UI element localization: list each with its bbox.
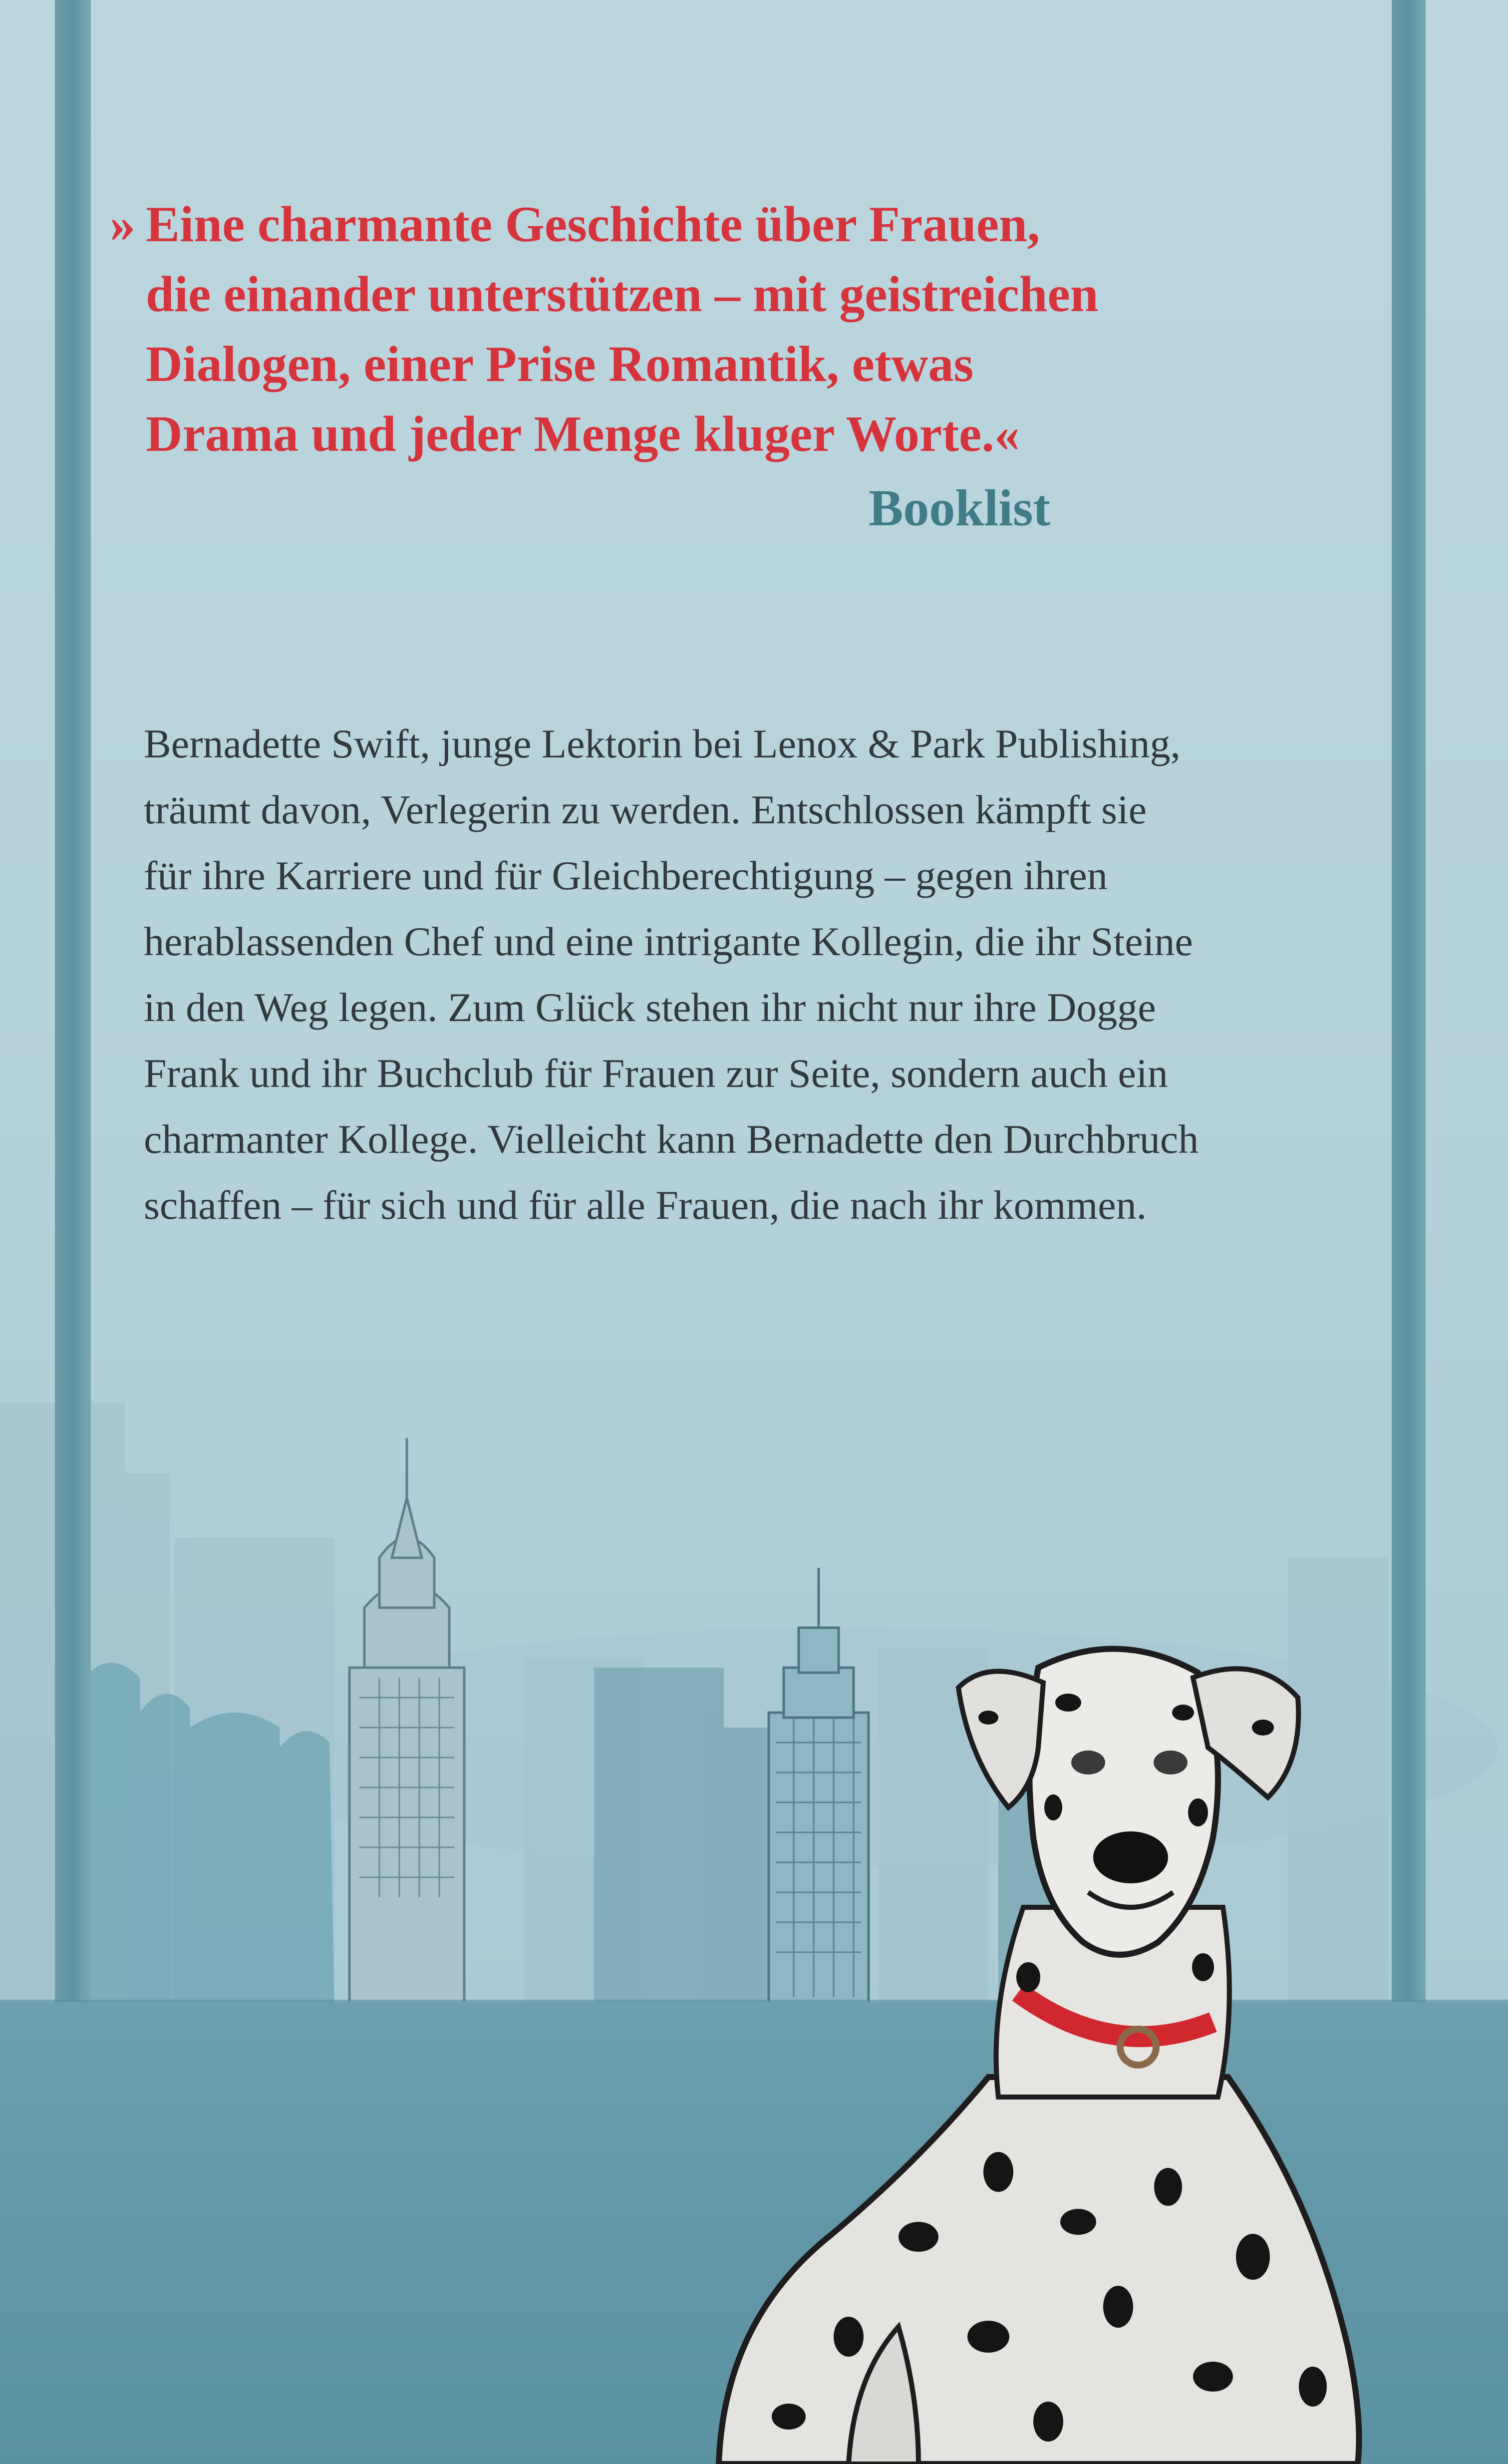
quote-open-mark: » (110, 196, 135, 253)
window-frame-left (55, 0, 91, 2007)
blurb-line-6: Frank und ihr Buchclub für Frauen zur Seite, sondern auch ein (144, 1051, 1168, 1096)
quote-line-3: Dialogen, einer Prise Romantik, etwas (146, 336, 974, 392)
chrysler-building (349, 1438, 464, 2012)
great-dane-illustration (639, 1598, 1508, 2464)
blurb-line-4: herablassenden Chef und eine intrigante Kollegin, die ihr Steine (144, 919, 1193, 964)
blurb-line-2: träumt davon, Verlegerin zu werden. Entschlossen kämpft sie (144, 787, 1147, 832)
blurb-line-5: in den Weg legen. Zum Glück stehen ihr nicht nur ihre Dogge (144, 985, 1156, 1030)
blurb-line-1: Bernadette Swift, junge Lektorin bei Lenox & Park Publishing, (144, 721, 1181, 766)
quote-line-1: Eine charmante Geschichte über Frauen, (146, 196, 1040, 253)
quote-source: Booklist (869, 479, 1051, 537)
blurb-line-3: für ihre Karriere und für Gleichberechtigung – gegen ihren (144, 853, 1108, 898)
blurb-line-7: charmanter Kollege. Vielleicht kann Bernadette den Durchbruch (144, 1116, 1199, 1162)
blurb-line-8: schaffen – für sich und für alle Frauen, die nach ihr kommen. (144, 1182, 1147, 1228)
quote-line-4: Drama und jeder Menge kluger Worte.« (146, 406, 1020, 462)
quote-line-2: die einander unterstützen – mit geistreichen (146, 266, 1099, 323)
